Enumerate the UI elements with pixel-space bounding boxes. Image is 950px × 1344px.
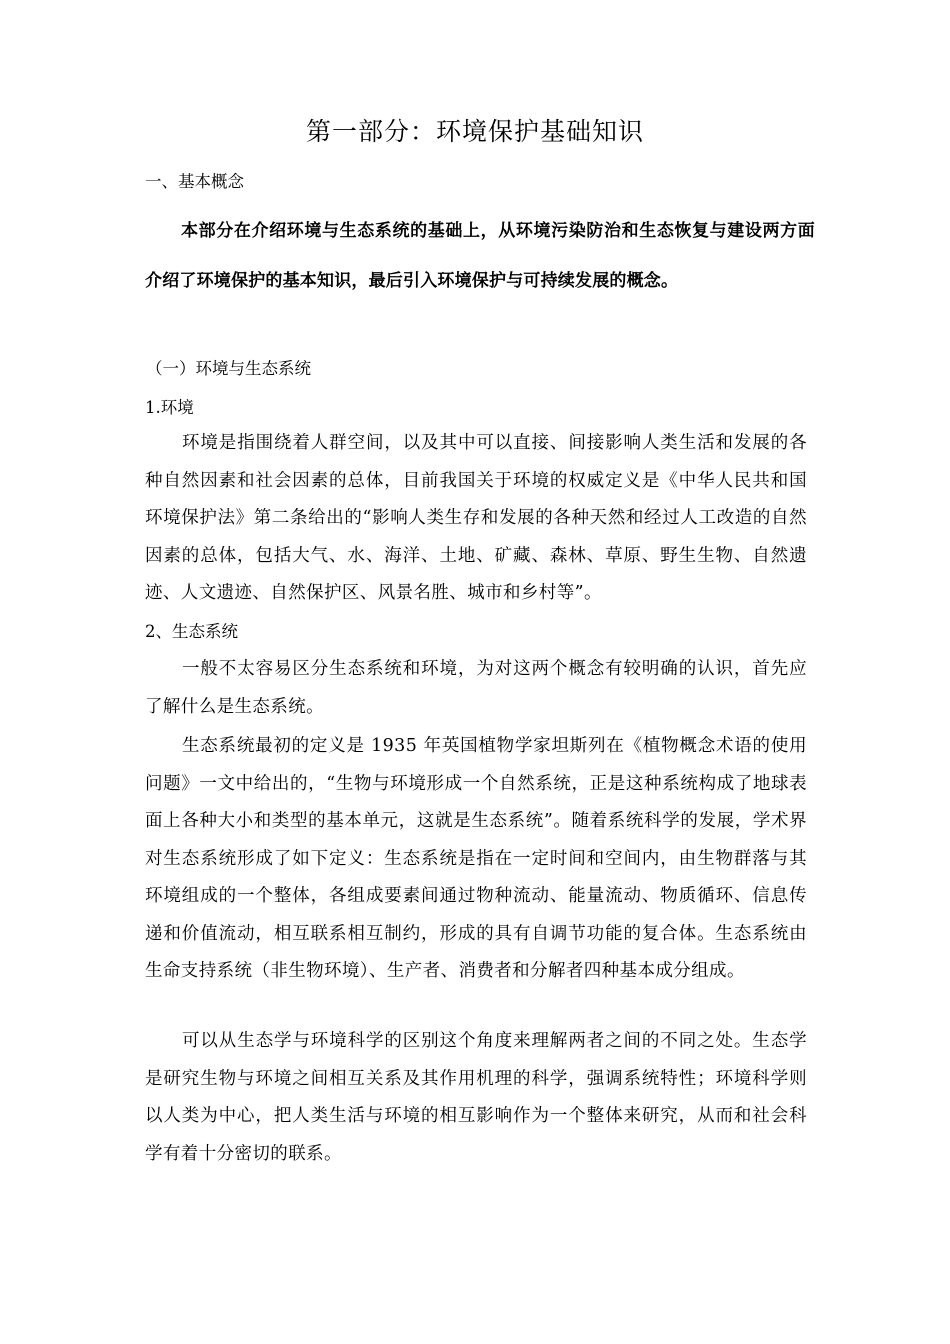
paragraph-ecosystem-definition: 生态系统最初的定义是 1935 年英国植物学家坦斯列在《植物概念术语的使用问题》一文中给出的，“生物与环境形成一个自然系统，正是这种系统构成了地球表面上各种大小和类型的基本单元，这就是生态系统”。随着系统科学的发展，学术界对生态系统形成了如下定义：生态系统是指在一定时间和空间内，由生物群落与其环境组成的一个整体，各组成要素间通过物种流动、能量流动、物质循环、信息传递和价值流动，相互联系相互制约，形成的具有自调节功能的复合体。生态系统由生命支持系统（非生物环境）、生产者、消费者和分解者四种基本成分组成。: [145, 736, 807, 981]
page-title: 第一部分：环境保护基础知识: [305, 117, 644, 146]
item-heading-environment: 1.环境: [145, 398, 194, 417]
item-heading-ecosystem: 2、生态系统: [145, 622, 238, 641]
intro-paragraph: 本部分在介绍环境与生态系统的基础上，从环境污染防治和生态恢复与建设两方面介绍了环境保护的基本知识，最后引入环境保护与可持续发展的概念。: [145, 221, 815, 291]
paragraph-ecology-vs-environmental-science: 可以从生态学与环境科学的区别这个角度来理解两者之间的不同之处。生态学是研究生物与环境之间相互关系及其作用机理的科学，强调系统特性；环境科学则以人类为中心，把人类生活与环境的相互影响作为一个整体来研究，从而和社会科学有着十分密切的联系。: [145, 1031, 807, 1164]
paragraph-ecosystem-intro: 一般不太容易区分生态系统和环境，为对这两个概念有较明确的认识，首先应了解什么是生态系统。: [145, 659, 807, 717]
paragraph-environment-definition: 环境是指围绕着人群空间，以及其中可以直接、间接影响人类生活和发展的各种自然因素和社会因素的总体，目前我国关于环境的权威定义是《中华人民共和国环境保护法》第二条给出的“影响人类生存和发展的各种天然和经过人工改造的自然因素的总体，包括大气、水、海洋、土地、矿藏、森林、草原、野生生物、自然遗迹、人文遗迹、自然保护区、风景名胜、城市和乡村等”。: [145, 433, 807, 603]
section-heading-basic-concepts: 一、基本概念: [145, 172, 244, 191]
subsection-heading-environment-ecosystem: （一）环境与生态系统: [146, 359, 311, 378]
